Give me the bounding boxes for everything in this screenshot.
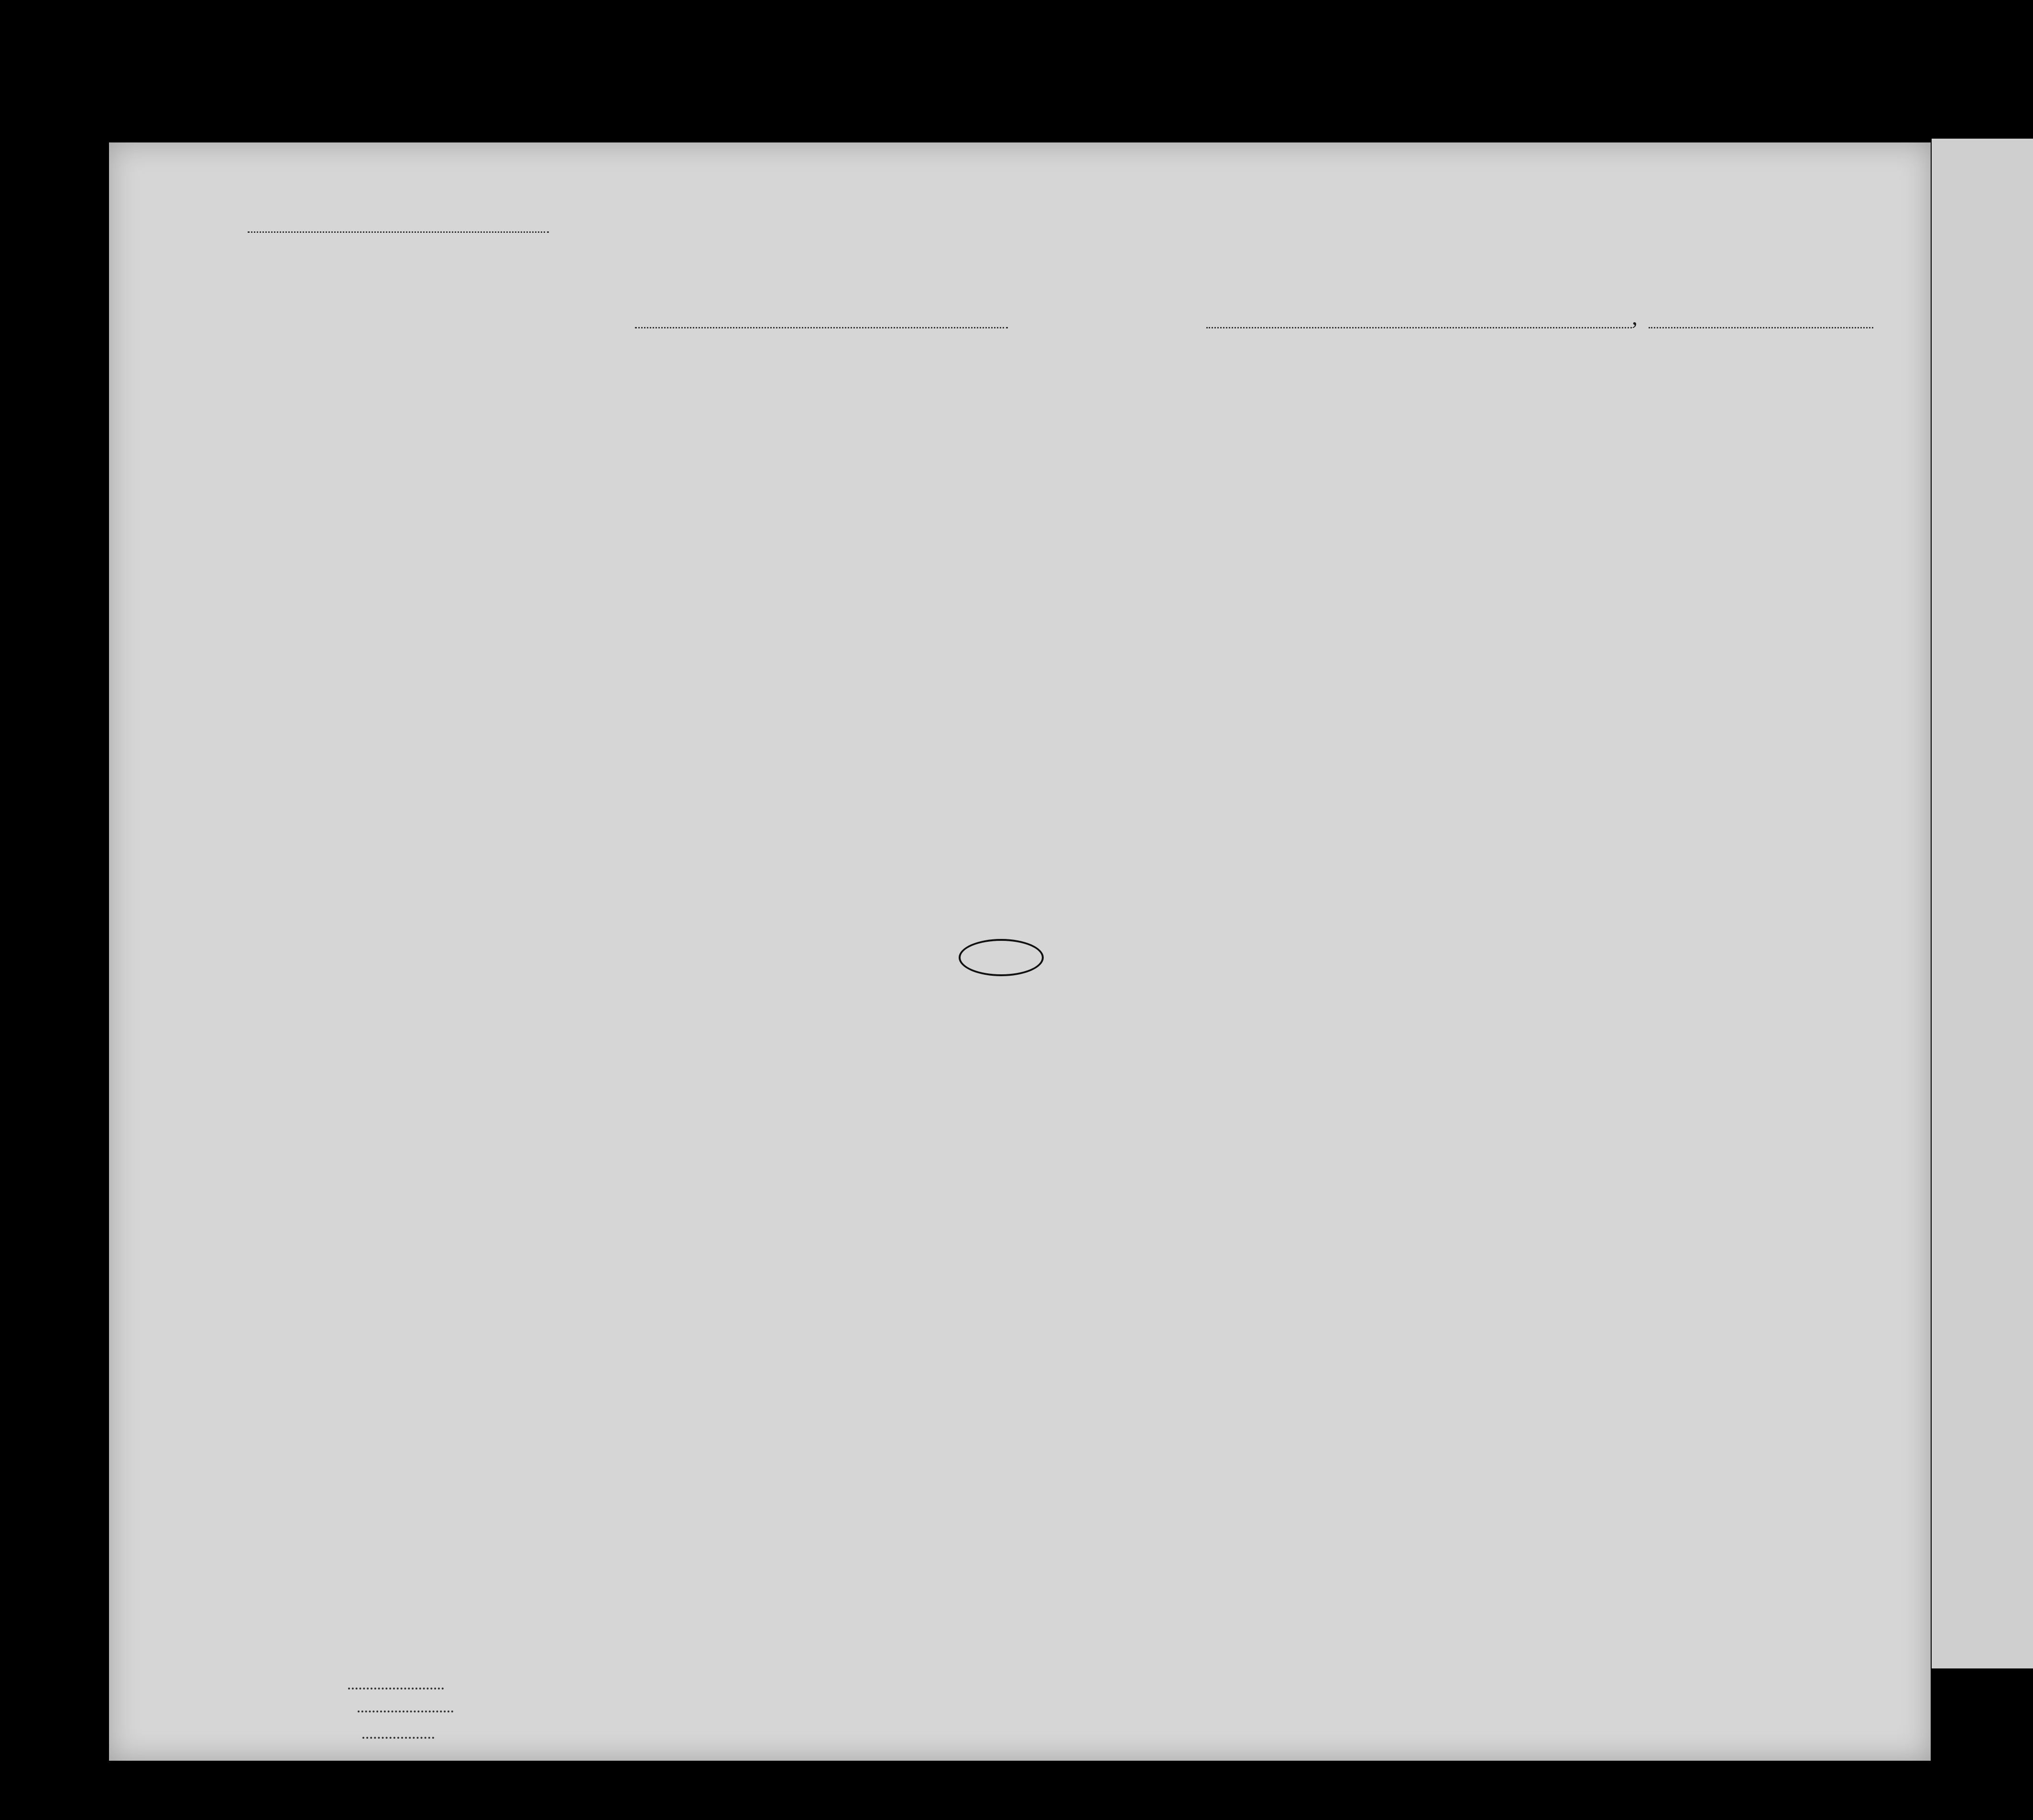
total-dots bbox=[348, 1688, 444, 1689]
next-sheet-edge bbox=[1932, 139, 2033, 1668]
alien-dots bbox=[362, 1737, 434, 1739]
usa-circle bbox=[959, 939, 1044, 976]
comma: , bbox=[1632, 305, 1638, 330]
citizen-dots bbox=[358, 1711, 453, 1712]
manifest-sheet bbox=[109, 142, 1931, 1761]
